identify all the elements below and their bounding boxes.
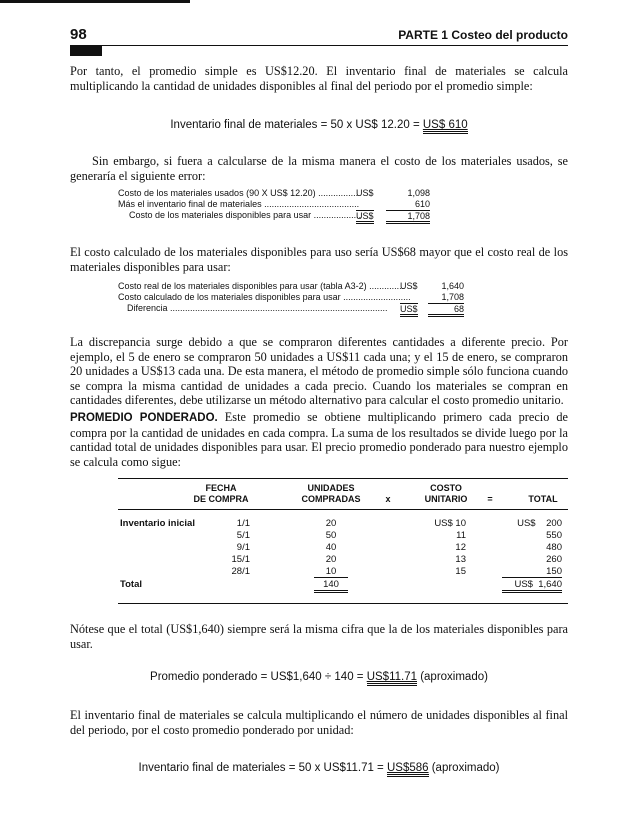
calc-1-label: Más el inventario final de materiales ......................................: [118, 199, 360, 209]
section-heading-promedio-ponderado: PROMEDIO PONDERADO.: [70, 412, 218, 424]
cell-fecha: 5/1: [236, 530, 250, 541]
cell-unidades: 50: [325, 530, 337, 541]
paragraph-5: [70, 410, 568, 469]
page-number: 98: [70, 26, 87, 43]
cell-fecha: 28/1: [231, 566, 250, 577]
calc-1-currency: US$: [356, 188, 374, 198]
formula-2-result: US$11.71: [367, 671, 417, 686]
header-block: [70, 46, 102, 56]
paragraph-4: La discrepancia surge debido a que se compraron diferentes cantidades a diferente precio. Por ejemplo, el 5 de enero se compraron 50 unidades a US$11 cada una; y el 15 de enero, se compraron 20 unidades a US$13 cada una. De esta manera, el método de promedio simple sólo funciona cuando se compra la misma cantidad de unidades a cada precio. Cuando los materiales se compran en cantidades diferentes, debe utilizarse un método alternativo para calcular el costo promedio unitario.: [70, 335, 568, 408]
calc-block-2: [118, 281, 468, 315]
col-header-unidades: [298, 483, 364, 505]
col-header-costo-line2: UNITARIO: [424, 494, 468, 504]
cell-unidades: 20: [325, 554, 337, 565]
calc-2-value: 1,708: [441, 292, 464, 302]
col-header-unidades-line1: UNIDADES: [307, 483, 355, 493]
col-header-costo: [416, 483, 476, 505]
cell-costo: 12: [455, 542, 466, 553]
col-header-fecha-line1: FECHA: [205, 483, 237, 493]
calc-1-row: [118, 188, 448, 199]
calc-2-row: [118, 281, 468, 292]
calc-block-1: [118, 188, 448, 222]
calc-2-currency: US$: [400, 303, 418, 317]
calc-2-label: Costo calculado de los materiales disponibles para usar ...........................: [118, 292, 411, 302]
table-top-rule: [118, 478, 568, 479]
cell-fecha: 9/1: [236, 542, 250, 553]
formula-inventario-final: [70, 119, 568, 131]
formula-1-text: Inventario final de materiales = 50 x US$ 12.20 =: [170, 119, 423, 131]
cell-unidades: 10: [314, 566, 348, 578]
col-header-unidades-line2: COMPRADAS: [301, 494, 361, 504]
calc-2-value: 1,640: [441, 281, 464, 291]
calc-1-currency: US$: [356, 210, 374, 224]
paragraph-6: Nótese que el total (US$1,640) siempre será la misma cifra que la de los materiales disponibles para usar.: [70, 622, 568, 651]
formula-3-suffix: (aproximado): [428, 762, 500, 774]
running-header-title: Costeo del producto: [451, 28, 568, 42]
calc-2-row: [118, 292, 468, 303]
cell-total: 550: [546, 530, 562, 541]
paragraph-5-text: Este promedio se obtiene multiplicando primero cada precio de compra por la cantidad de unidades en cada compra. La suma de los resultados se divide luego por la cantidad total de unidades disponibles para usar. El precio promedio ponderado para nuestro ejemplo se calcula como sigue:: [70, 410, 569, 469]
formula-2-text: Promedio ponderado = US$1,640 ÷ 140 =: [150, 671, 367, 683]
col-header-fecha: [188, 483, 254, 505]
cell-costo: 11: [456, 530, 466, 541]
calc-2-value: 68: [428, 303, 464, 317]
calc-2-label: Diferencia .......................................................................................: [127, 303, 388, 313]
calc-1-label: Costo de los materiales usados (90 X US$ 12.20) ................: [118, 188, 359, 198]
row-label-inventario-inicial: Inventario inicial: [120, 518, 195, 529]
cell-unidades: 20: [325, 518, 337, 529]
col-header-costo-line1: COSTO: [430, 483, 462, 493]
cell-total-total: US$ 1,640: [502, 579, 562, 593]
cell-unidades: 40: [325, 542, 337, 553]
paragraph-3: El costo calculado de los materiales disponibles para uso sería US$68 mayor que el costo real de los materiales disponibles para usar:: [70, 245, 568, 274]
cell-fecha: 1/1: [236, 518, 250, 529]
col-header-times: x: [385, 494, 391, 504]
col-header-equals: =: [487, 494, 493, 504]
calc-2-currency: US$: [400, 281, 418, 291]
formula-inventario-final-ponderado: [70, 762, 568, 774]
cell-fecha: 15/1: [231, 554, 250, 565]
calc-1-row: [118, 199, 448, 210]
formula-3-text: Inventario final de materiales = 50 x US$11.71 =: [138, 762, 387, 774]
calc-1-label: Costo de los materiales disponibles para usar ...................: [129, 210, 362, 220]
calc-1-value: 1,708: [386, 210, 430, 224]
calc-1-value: 610: [414, 199, 430, 209]
cell-costo: US$ 10: [434, 518, 466, 529]
cell-total: US$ 200: [517, 518, 562, 529]
formula-3-result: US$586: [387, 762, 429, 777]
formula-2-suffix: (aproximado): [417, 671, 488, 683]
paragraph-2: Sin embargo, si fuera a calcularse de la misma manera el costo de los materiales usados, se generaría el siguiente error:: [70, 154, 568, 183]
running-header: [398, 28, 568, 42]
header-rule: [70, 45, 568, 46]
col-header-fecha-line2: DE COMPRA: [193, 494, 249, 504]
weighted-average-table: [118, 478, 568, 604]
paragraph-1: Por tanto, el promedio simple es US$12.20. El inventario final de materiales se calcula multiplicando la cantidad de unidades disponibles al final del periodo por el promedio simple:: [70, 64, 568, 93]
running-header-part: PARTE 1: [398, 28, 448, 42]
row-label-total: Total: [120, 579, 142, 590]
calc-1-value: 1,098: [407, 188, 430, 198]
cell-total: 260: [546, 554, 562, 565]
top-stroke: [0, 0, 190, 3]
calc-2-row: [118, 303, 468, 315]
formula-1-result: US$ 610: [423, 119, 468, 134]
table-bottom-rule: [118, 603, 568, 604]
calc-1-row: [118, 210, 448, 222]
paragraph-7: El inventario final de materiales se calcula multiplicando el número de unidades disponibles al final del periodo, por el costo promedio ponderado por unidad:: [70, 708, 568, 737]
table-header-rule: [118, 509, 568, 510]
formula-promedio-ponderado: [70, 671, 568, 683]
cell-total-unidades: 140: [314, 579, 348, 593]
cell-total: 480: [546, 542, 562, 553]
cell-costo: 13: [455, 554, 466, 565]
cell-costo: 15: [455, 566, 466, 577]
cell-total: 150: [502, 566, 562, 578]
col-header-total: TOTAL: [528, 494, 558, 504]
calc-2-label: Costo real de los materiales disponibles para usar (tabla A3-2) ..............: [118, 281, 405, 291]
